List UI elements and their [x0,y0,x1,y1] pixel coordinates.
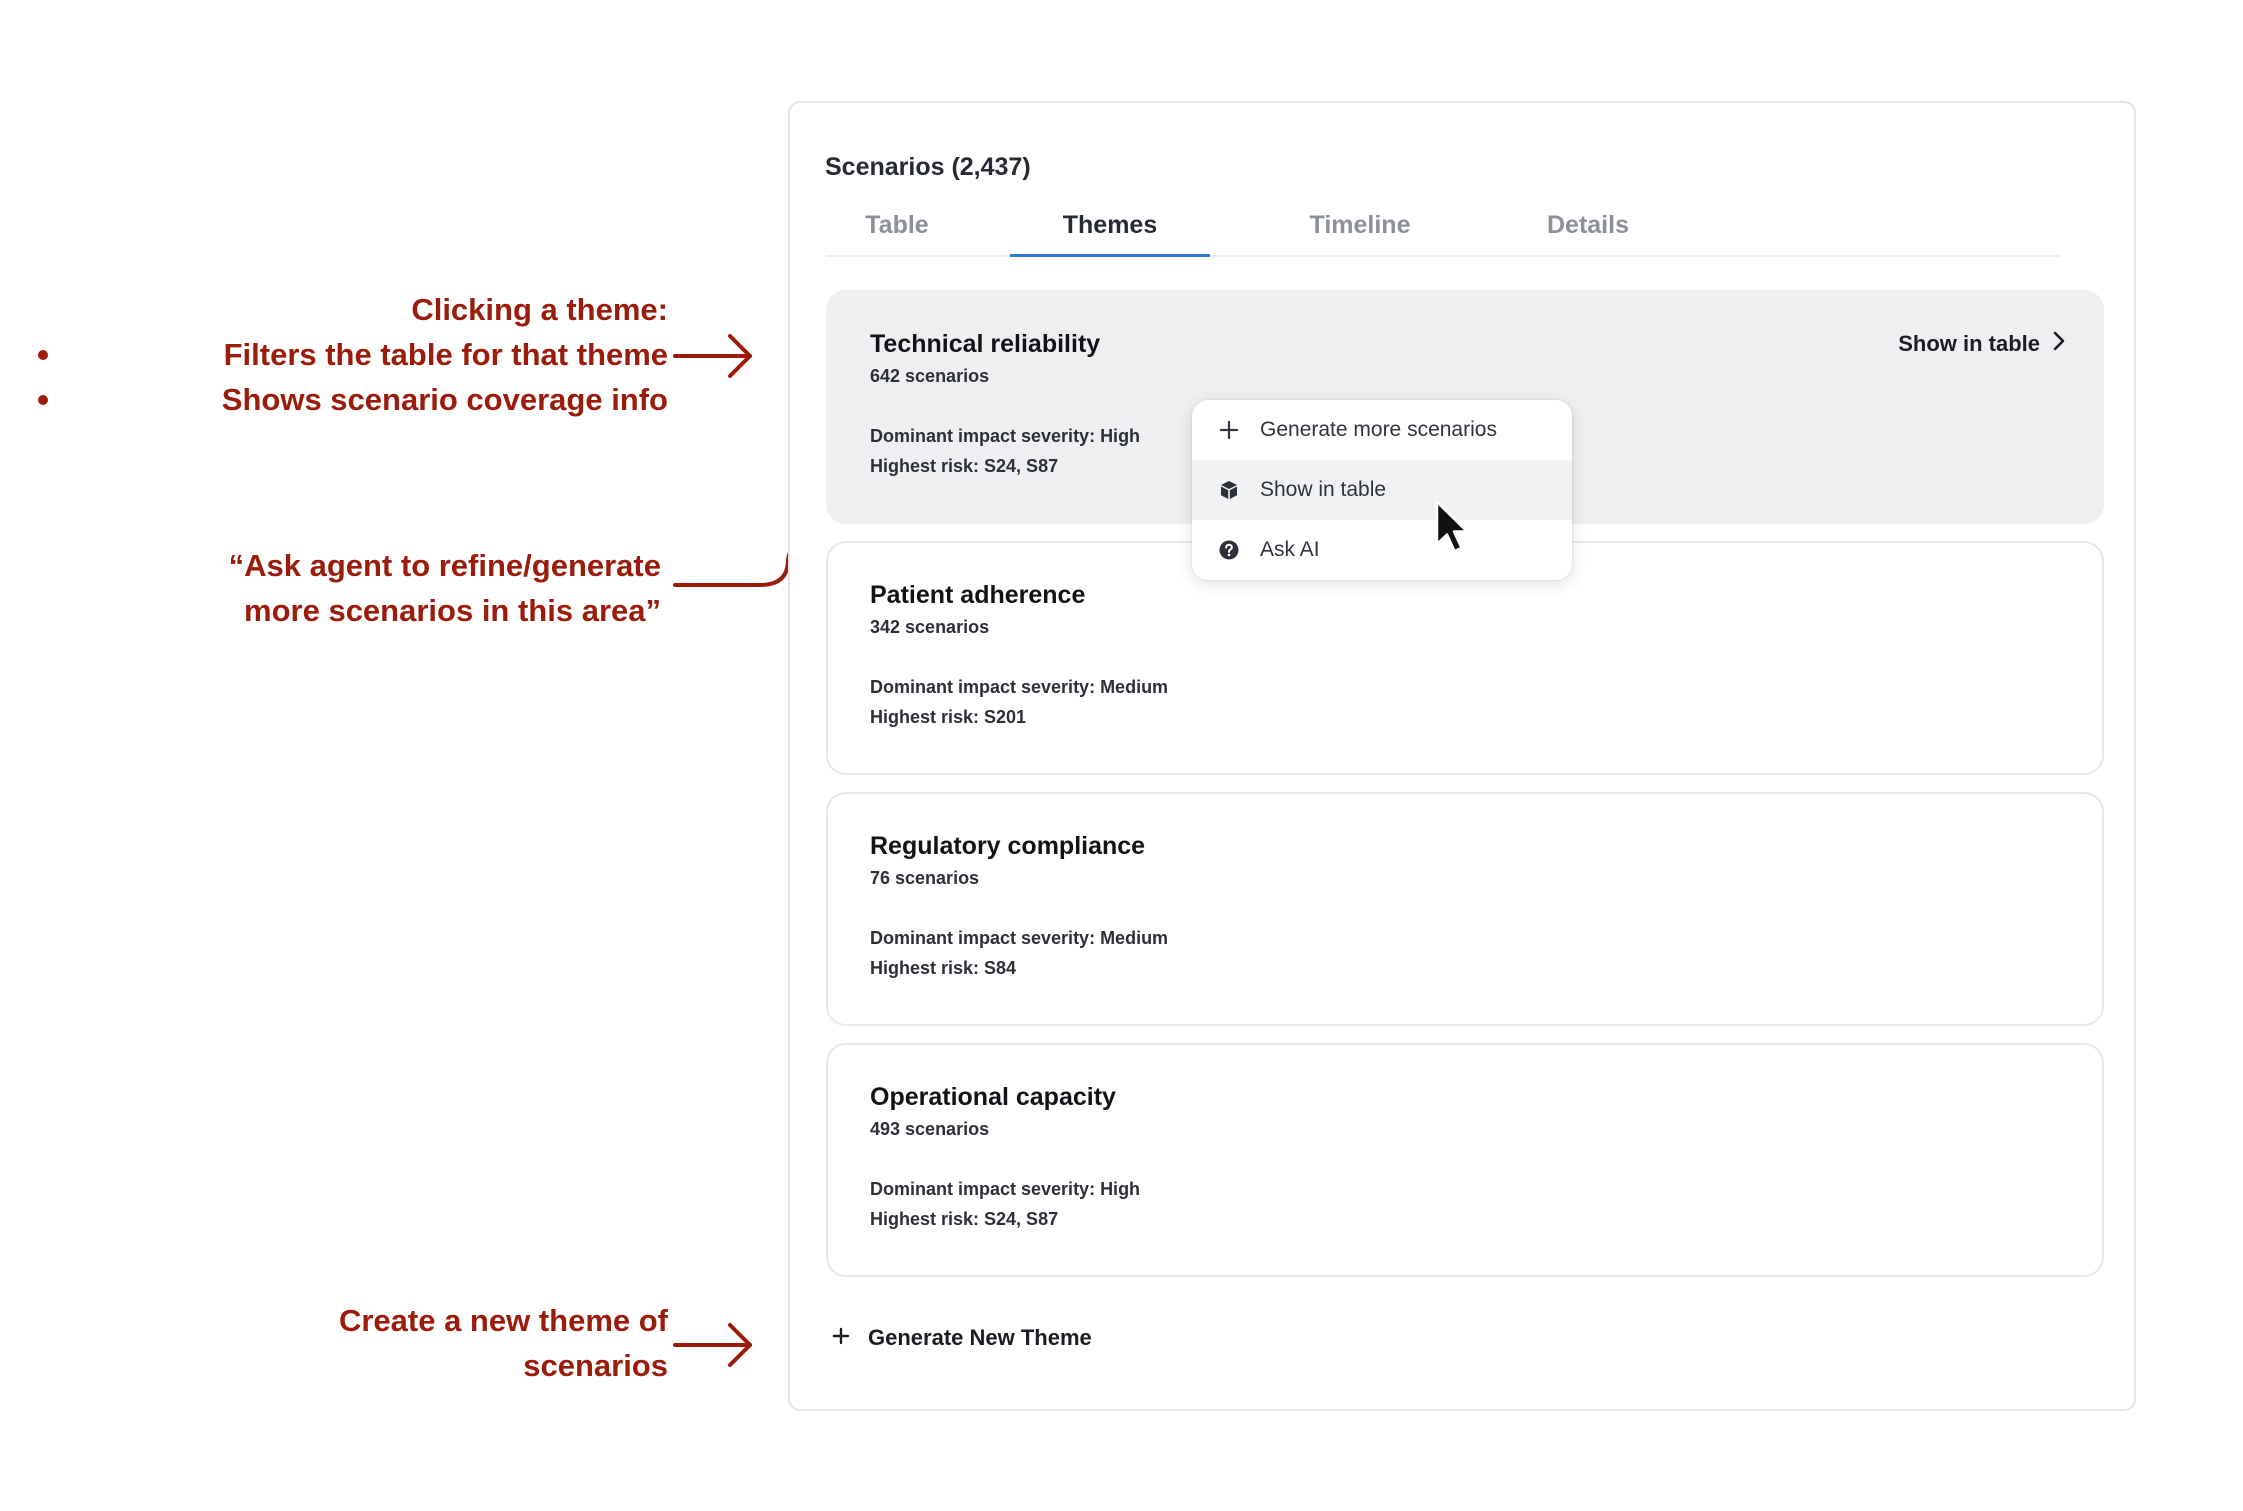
tab-bar [826,207,2060,257]
theme-severity: Dominant impact severity: High [870,426,1141,446]
arrow-to-theme-card [675,336,750,376]
annotation-line: Create a new theme of [338,1303,668,1338]
tab-details[interactable]: Details [1547,211,1629,239]
menu-item-label: Show in table [1260,478,1387,501]
generate-new-theme-label: Generate New Theme [868,1325,1092,1350]
theme-highest-risk: Highest risk: S84 [870,958,1017,978]
theme-title: Regulatory compliance [870,832,1146,860]
theme-context-menu [1192,400,1572,580]
menu-item-generate-more-scenarios[interactable] [1192,400,1572,460]
panel-title: Scenarios (2,437) [825,153,1031,181]
annotation-bullet: Shows scenario coverage info [68,377,668,422]
menu-item-label: Ask AI [1260,538,1320,561]
menu-item-label: Generate more scenarios [1260,418,1497,441]
show-in-table-link[interactable] [1898,330,2066,358]
menu-item-ask-ai[interactable] [1192,520,1572,580]
theme-scenario-count: 493 scenarios [870,1119,990,1139]
cube-icon [1216,480,1242,500]
generate-new-theme-button[interactable] [832,1325,1092,1351]
menu-item-show-in-table[interactable] [1192,460,1572,520]
theme-scenario-count: 642 scenarios [870,366,990,386]
scenarios-panel [788,101,2136,1411]
theme-severity: Dominant impact severity: High [870,1179,1141,1199]
theme-highest-risk: Highest risk: S201 [870,707,1027,727]
chevron-right-icon [2052,330,2066,358]
annotation-heading: Clicking a theme: [411,292,668,327]
annotation-line: scenarios [523,1348,668,1383]
theme-scenario-count: 76 scenarios [870,868,980,888]
theme-title: Operational capacity [870,1083,1116,1111]
tab-table[interactable]: Table [865,211,929,239]
tab-timeline[interactable]: Timeline [1309,211,1411,239]
annotation-bullet: Filters the table for that theme [68,332,668,377]
mouse-pointer-icon [1434,500,1474,561]
tab-themes[interactable]: Themes [1010,207,1210,255]
theme-title: Technical reliability [870,330,1101,358]
theme-scenario-count: 342 scenarios [870,617,990,637]
arrow-to-generate-new-theme [675,1325,750,1365]
theme-highest-risk: Highest risk: S24, S87 [870,456,1059,476]
theme-severity: Dominant impact severity: Medium [870,928,1169,948]
theme-severity: Dominant impact severity: Medium [870,677,1169,697]
theme-highest-risk: Highest risk: S24, S87 [870,1209,1059,1229]
theme-title: Patient adherence [870,581,1086,609]
theme-card-regulatory-compliance[interactable] [826,792,2104,1026]
question-circle-icon [1216,540,1242,560]
annotation-line: “Ask agent to refine/generate [228,548,661,583]
plus-icon [1216,420,1242,440]
plus-icon [832,1325,850,1351]
theme-card-operational-capacity[interactable] [826,1043,2104,1277]
show-in-table-label: Show in table [1898,331,2040,356]
annotation-line: more scenarios in this area” [244,593,661,628]
